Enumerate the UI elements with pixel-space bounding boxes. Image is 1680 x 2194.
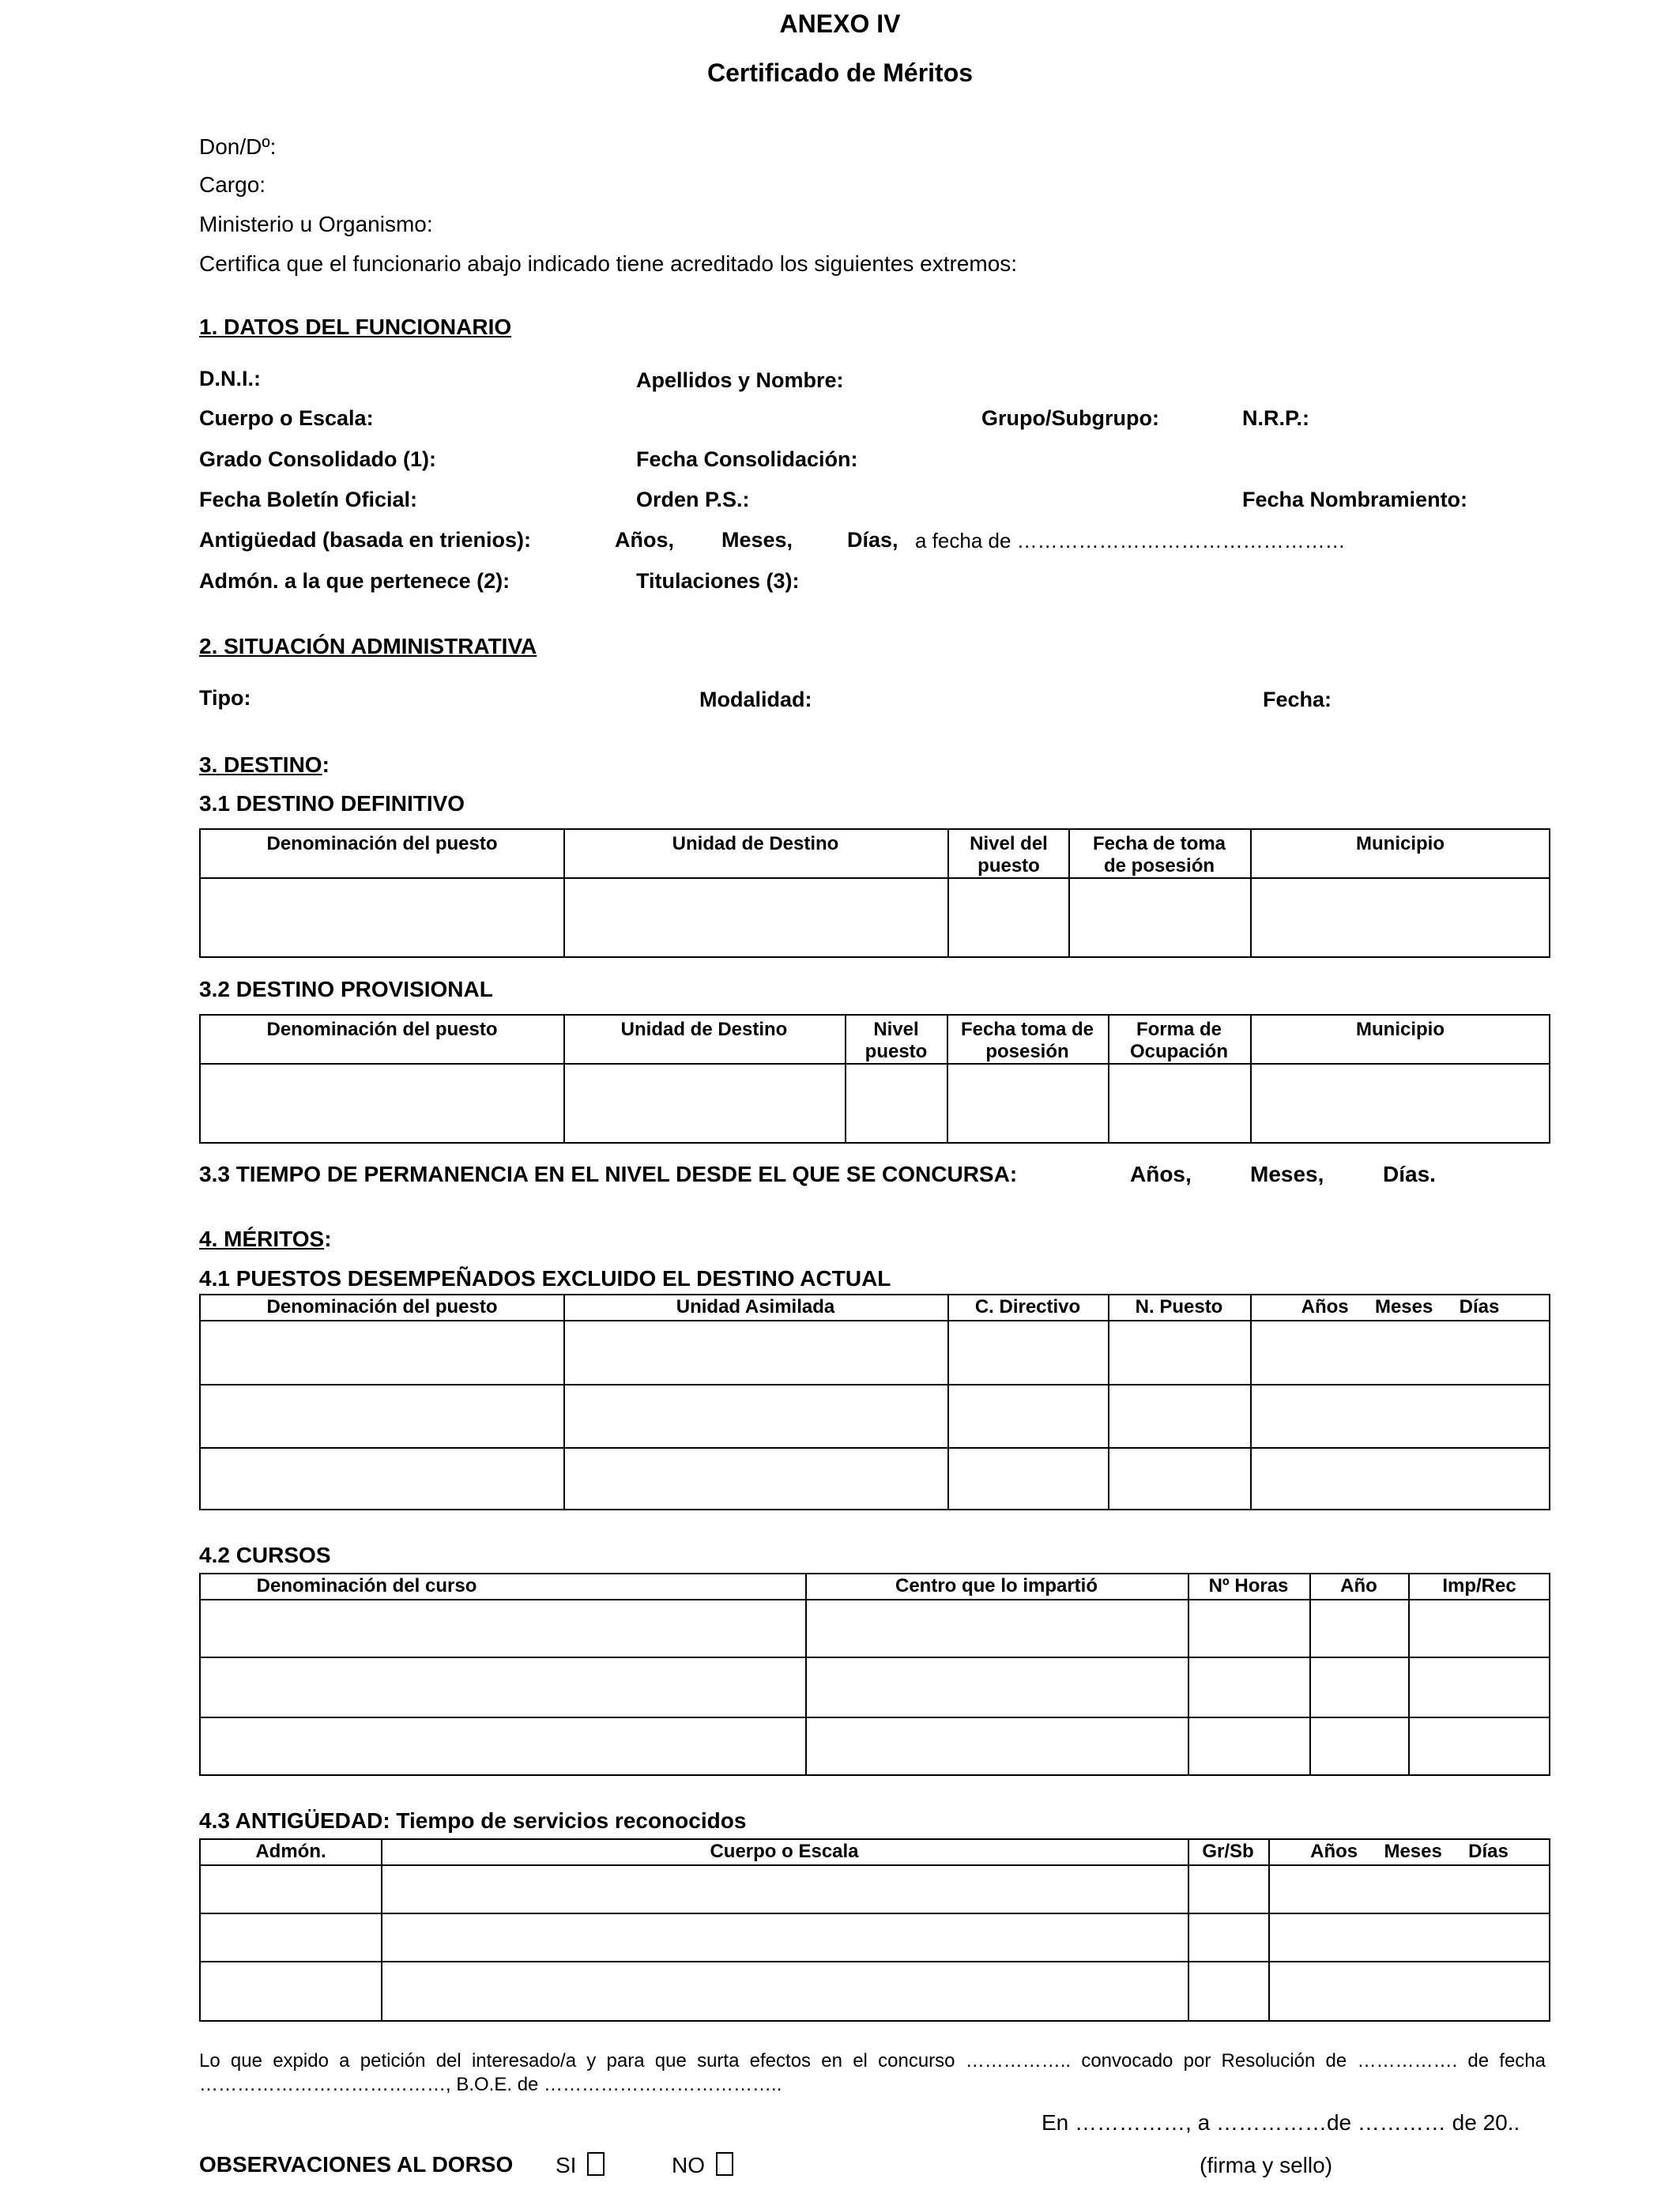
s31-title: 3.1 DESTINO DEFINITIVO [199,791,465,816]
section3-title-text: 3. DESTINO [199,752,322,777]
footer-line2: …………………………………, B.O.E. de ……………………………….. [199,2074,782,2095]
grupo-label: Grupo/Subgrupo: [981,406,1159,430]
antiguedad-anos: Años, [615,528,675,552]
section3-title [199,752,330,778]
section4-title-colon: : [324,1227,332,1251]
s42-header-imprec: Imp/Rec [1442,1575,1516,1596]
section2-title: 2. SITUACIÓN ADMINISTRATIVA [199,634,537,658]
no-checkbox[interactable] [716,2152,733,2176]
s31-header-fecha: Fecha de toma de posesión [1092,833,1226,876]
s42-header-denominacion: Denominación del curso [256,1575,477,1596]
page-title: Certificado de Méritos [706,58,974,87]
s32-header-nivel: Nivel puesto [864,1019,928,1062]
s33-title: 3.3 TIEMPO DE PERMANENCIA EN EL NIVEL DESDE EL QUE SE CONCURSA: [199,1162,1018,1186]
s32-title: 3.2 DESTINO PROVISIONAL [199,977,493,1001]
s43-header-cuerpo: Cuerpo o Escala [710,1841,859,1862]
s32-header-forma: Forma de Ocupación [1129,1019,1229,1062]
fecha-label: Fecha: [1263,688,1332,711]
table-destino-provisional [199,1014,1550,1144]
place-date: En ……………, a ……………de ………… de 20.. [1042,2110,1520,2135]
ministerio-label: Ministerio u Organismo: [199,212,433,236]
admon-label: Admón. a la que pertenece (2): [199,569,510,593]
footer-line1: Lo que expido a petición del interesado/a y para que surta efectos en el concurso …………….. convocado por Resolución de ……………. de fecha [199,2050,1546,2071]
s32-header-fecha: Fecha toma de posesión [960,1019,1094,1062]
tipo-label: Tipo: [199,686,251,710]
s43-header-tiempo: Años Meses Días [1310,1841,1509,1862]
s41-header-denominacion: Denominación del puesto [266,1296,498,1318]
antiguedad-dias: Días, [847,528,898,552]
s42-header-ano: Año [1340,1575,1377,1596]
s43-header-grsb: Gr/Sb [1202,1841,1254,1862]
s32-header-denominacion: Denominación del puesto [266,1019,498,1040]
fecha-boletin-label: Fecha Boletín Oficial: [199,488,418,511]
firma-sello: (firma y sello) [1200,2153,1333,2177]
fecha-nombramiento-label: Fecha Nombramiento: [1242,488,1468,511]
s41-header-npuesto: N. Puesto [1135,1296,1223,1318]
s33-anos: Años, [1130,1162,1192,1186]
s42-header-horas: Nº Horas [1208,1575,1289,1596]
orden-ps-label: Orden P.S.: [636,488,750,511]
no-option [672,2152,733,2178]
observaciones-label: OBSERVACIONES AL DORSO [199,2152,514,2177]
antiguedad-label: Antigüedad (basada en trienios): [199,528,532,552]
s41-title: 4.1 PUESTOS DESEMPEÑADOS EXCLUIDO EL DESTINO ACTUAL [199,1266,891,1291]
cargo-label: Cargo: [199,172,266,197]
antiguedad-meses: Meses, [721,528,793,552]
no-label: NO [672,2153,705,2177]
don-label: Don/Dº: [199,134,277,159]
si-checkbox[interactable] [587,2152,605,2176]
table-puestos [199,1294,1550,1510]
s43-header-admon: Admón. [255,1841,326,1862]
titulaciones-label: Titulaciones (3): [636,569,800,593]
s42-title: 4.2 CURSOS [199,1543,331,1567]
apellidos-label: Apellidos y Nombre: [636,368,844,392]
s33-dias: Días. [1383,1162,1436,1186]
table-destino-definitivo [199,828,1550,958]
s41-header-directivo: C. Directivo [974,1296,1081,1318]
dni-label: D.N.I.: [199,367,261,390]
s33-meses: Meses, [1250,1162,1324,1186]
si-label: SI [556,2153,577,2177]
s31-header-unidad: Unidad de Destino [672,833,839,854]
section4-title-text: 4. MÉRITOS [199,1227,325,1251]
nrp-label: N.R.P.: [1242,406,1310,430]
annex-title: ANEXO IV [779,9,901,38]
a-fecha-de: a fecha de ………………………………………… [915,529,1346,552]
grado-label: Grado Consolidado (1): [199,447,436,471]
table-antiguedad [199,1838,1550,2022]
section3-title-colon: : [322,752,330,777]
si-option [556,2152,605,2178]
s31-header-denominacion: Denominación del puesto [266,833,498,854]
s32-header-unidad: Unidad de Destino [620,1019,788,1040]
section4-title [199,1227,332,1252]
cuerpo-label: Cuerpo o Escala: [199,406,374,430]
s41-header-unidad: Unidad Asimilada [676,1296,835,1318]
fecha-consolidacion-label: Fecha Consolidación: [636,447,858,471]
table-cursos [199,1573,1550,1776]
s41-header-tiempo: Años Meses Días [1301,1296,1500,1318]
s42-header-centro: Centro que lo impartió [895,1575,1098,1596]
modalidad-label: Modalidad: [699,688,812,711]
section1-title: 1. DATOS DEL FUNCIONARIO [199,315,512,339]
s43-title: 4.3 ANTIGÜEDAD: Tiempo de servicios reconocidos [199,1808,747,1833]
s31-header-municipio: Municipio [1356,833,1445,854]
s32-header-municipio: Municipio [1356,1019,1445,1040]
certifica-text: Certifica que el funcionario abajo indicado tiene acreditado los siguientes extremos: [199,251,1018,276]
s31-header-nivel: Nivel del puesto [970,833,1048,876]
